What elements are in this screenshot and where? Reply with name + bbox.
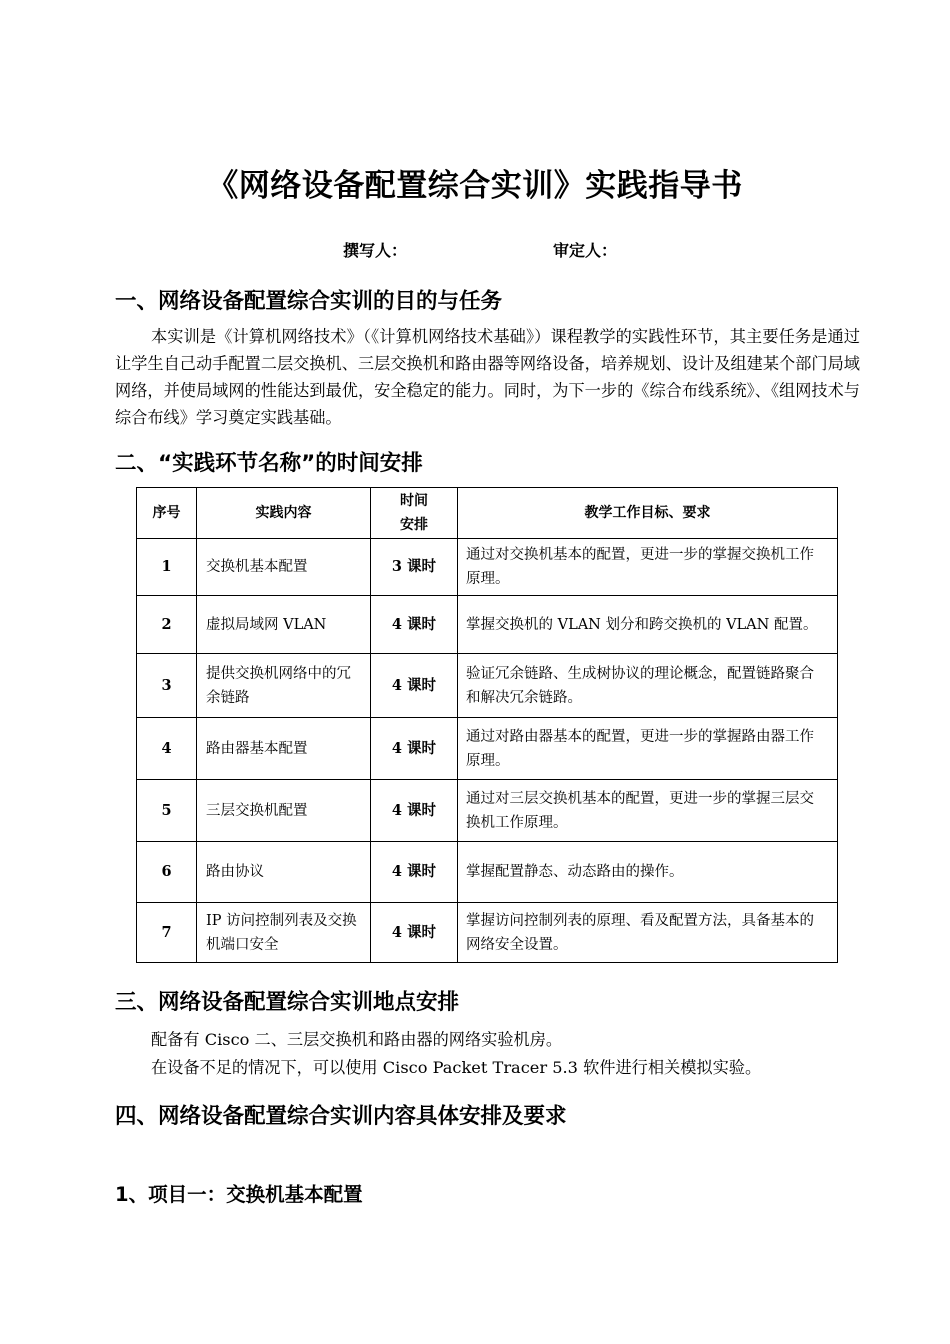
table-row	[137, 780, 838, 842]
row-hours: 4 课时	[371, 596, 458, 654]
header-num: 序号	[137, 488, 197, 539]
row-goal: 通过对交换机基本的配置，更进一步的掌握交换机工作原理。	[458, 539, 838, 596]
row-content: 虚拟局域网 VLAN	[197, 596, 371, 654]
row-goal: 通过对三层交换机基本的配置，更进一步的掌握三层交换机工作原理。	[458, 780, 838, 842]
section-3-line-2: 在设备不足的情况下，可以使用 Cisco Packet Tracer 5.3 软件进行相关模拟实验。	[151, 1058, 762, 1077]
row-hours: 4 课时	[371, 654, 458, 718]
table-row	[137, 842, 838, 903]
header-content: 实践内容	[197, 488, 371, 539]
row-goal: 验证冗余链路、生成树协议的理论概念，配置链路聚合和解决冗余链路。	[458, 654, 838, 718]
row-num: 1	[137, 539, 197, 596]
row-hours: 4 课时	[371, 842, 458, 903]
row-goal: 掌握配置静态、动态路由的操作。	[458, 842, 838, 903]
row-content: IP 访问控制列表及交换机端口安全	[197, 903, 371, 963]
row-content: 路由器基本配置	[197, 718, 371, 780]
row-hours: 4 课时	[371, 780, 458, 842]
table-row	[137, 654, 838, 718]
header-goal: 教学工作目标、要求	[458, 488, 838, 539]
table-row	[137, 596, 838, 654]
row-content: 提供交换机网络中的冗余链路	[197, 654, 371, 718]
row-num: 3	[137, 654, 197, 718]
row-hours: 4 课时	[371, 718, 458, 780]
row-content: 三层交换机配置	[197, 780, 371, 842]
row-hours: 3 课时	[371, 539, 458, 596]
row-goal: 掌握访问控制列表的原理、看及配置方法，具备基本的网络安全设置。	[458, 903, 838, 963]
section-1-body: 本实训是《计算机网络技术》（《计算机网络技术基础》）课程教学的实践性环节，其主要任务是通过让学生自己动手配置二层交换机、三层交换机和路由器等网络设备，培养规划、设计及组建某个部门局域网络，并使局域网的性能达到最优，安全稳定的能力。同时，为下一步的《综合布线系统》、《组网技术与综合布线》学习奠定实践基础。	[115, 327, 860, 427]
row-content: 交换机基本配置	[197, 539, 371, 596]
document-title: 《网络设备配置综合实训》实践指导书	[207, 168, 743, 204]
section-4-heading: 四、网络设备配置综合实训内容具体安排及要求	[115, 1104, 567, 1129]
project-1-heading: 1、项目一：交换机基本配置	[115, 1183, 363, 1206]
section-3-line-1: 配备有 Cisco 二、三层交换机和路由器的网络实验机房。	[151, 1030, 563, 1049]
header-time: 时间安排	[371, 488, 458, 539]
row-goal: 通过对路由器基本的配置，更进一步的掌握路由器工作原理。	[458, 718, 838, 780]
reviewer-label: 审定人：	[553, 241, 618, 260]
table-row	[137, 903, 838, 963]
writer-label: 撰写人：	[343, 241, 408, 260]
table-row	[137, 539, 838, 596]
row-num: 7	[137, 903, 197, 963]
schedule-table	[136, 487, 838, 963]
row-goal: 掌握交换机的 VLAN 划分和跨交换机的 VLAN 配置。	[458, 596, 838, 654]
row-content: 路由协议	[197, 842, 371, 903]
section-2-heading: 二、“实践环节名称”的时间安排	[115, 451, 423, 476]
section-3-heading: 三、网络设备配置综合实训地点安排	[115, 990, 460, 1015]
table-row	[137, 718, 838, 780]
row-num: 5	[137, 780, 197, 842]
row-num: 2	[137, 596, 197, 654]
row-hours: 4 课时	[371, 903, 458, 963]
row-num: 4	[137, 718, 197, 780]
row-num: 6	[137, 842, 197, 903]
section-1-heading: 一、网络设备配置综合实训的目的与任务	[115, 289, 503, 314]
table-header-row	[137, 488, 838, 539]
